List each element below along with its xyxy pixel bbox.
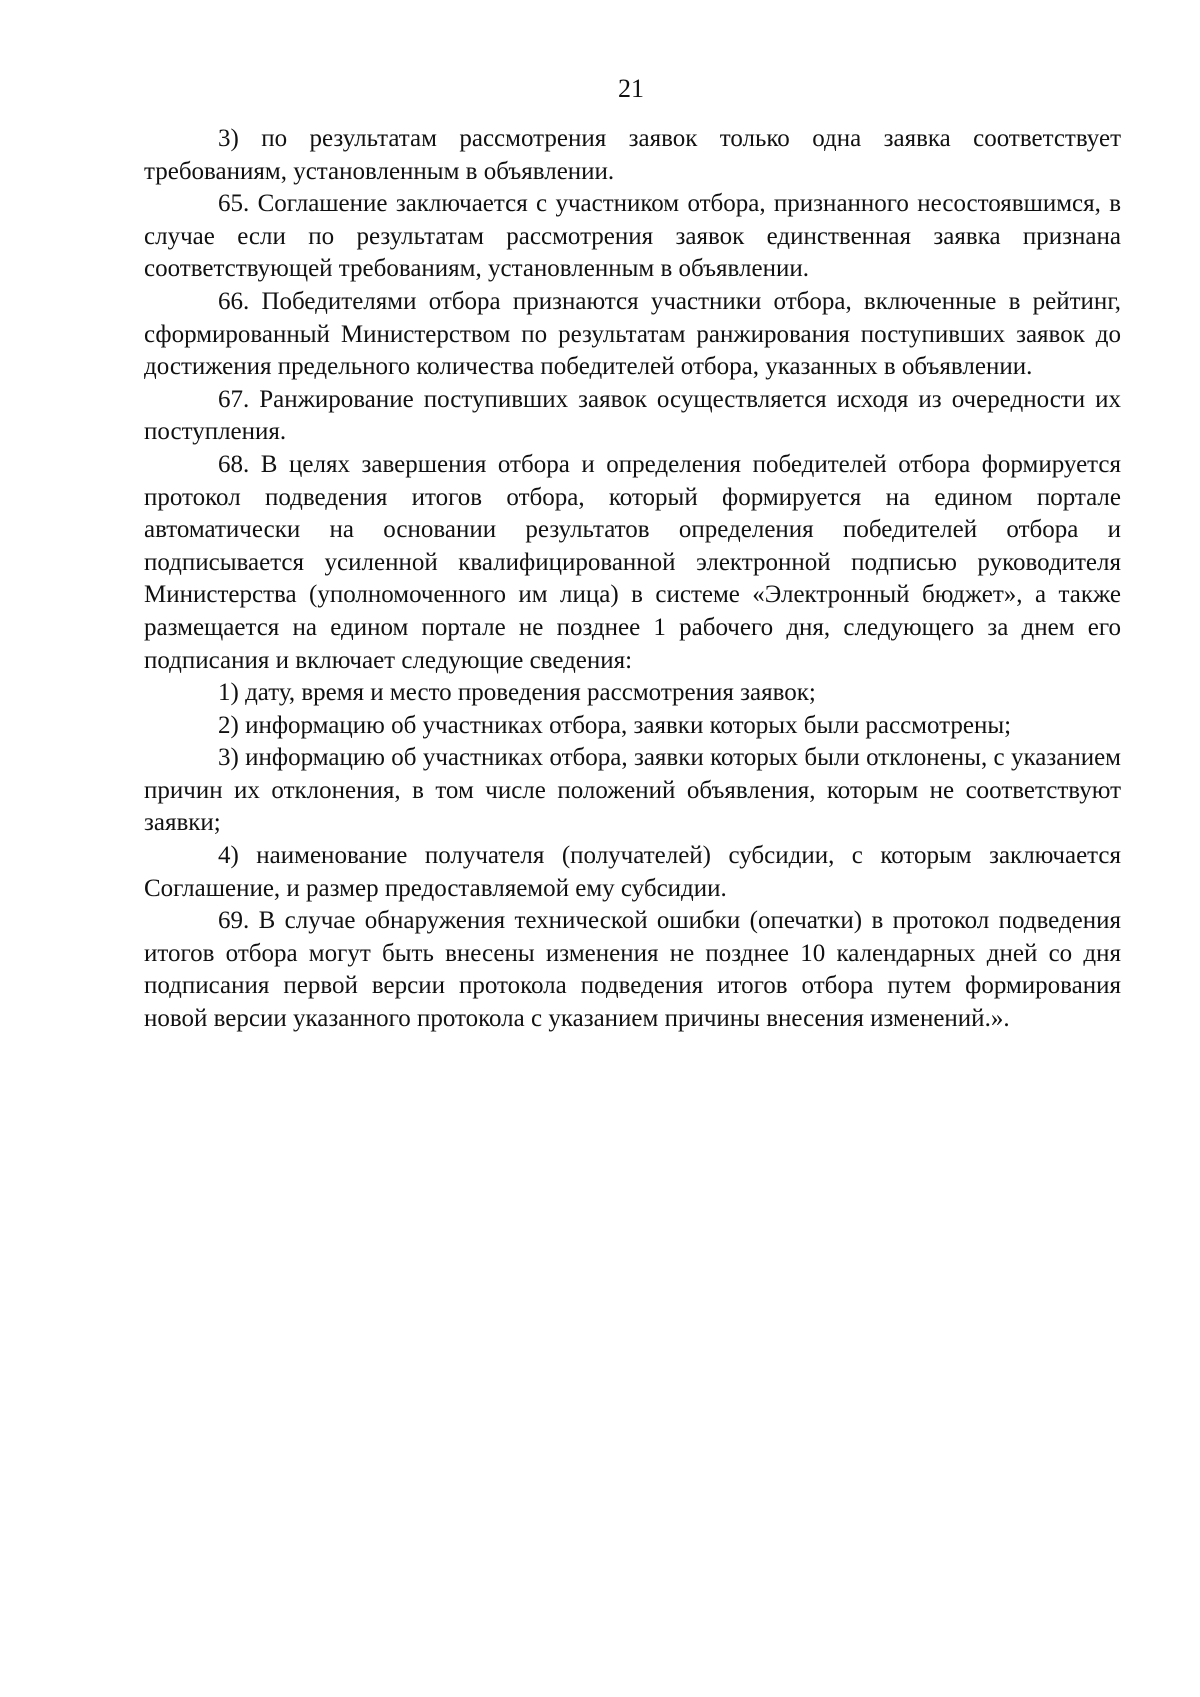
list-item-4-subsidy-recipient: 4) наименование получателя (получателей) субсидии, с которым заключается Соглашение, и размер предоставляемой ему субсидии. (144, 842, 1121, 902)
paragraph-item-3-single-application: 3) по результатам рассмотрения заявок только одна заявка соответствует требованиям, установленным в объявлении. (144, 125, 1121, 185)
paragraph-68-protocol: 68. В целях завершения отбора и определения победителей отбора формируется протокол подведения итогов отбора, который формируется на едином портале автоматически на основании результатов определения победителей отбора и подписывается усиленной квалифицированной электронной подписью руководителя Министерства (уполномоченного им лица) в системе «Электронный бюджет», а также размещается на едином портале не позднее 1 рабочего дня, следующего за днем его подписания и включает следующие сведения: (144, 450, 1121, 674)
list-item-1-date-time-place: 1) дату, время и место проведения рассмотрения заявок; (218, 679, 816, 707)
list-item-3-rejected-participants: 3) информацию об участниках отбора, заявки которых были отклонены, с указанием причин их отклонения, в том числе положений объявления, которым не соответствуют заявки; (144, 744, 1121, 837)
page-number: 21 (618, 74, 644, 103)
paragraph-69-technical-error: 69. В случае обнаружения технической ошибки (опечатки) в протокол подведения итогов отбора могут быть внесены изменения не позднее 10 календарных дней со дня подписания первой версии протокола подведения итогов отбора путем формирования новой версии указанного протокола с указанием причины внесения изменений.». (144, 907, 1121, 1033)
paragraph-66-winners: 66. Победителями отбора признаются участники отбора, включенные в рейтинг, сформированный Министерством по результатам ранжирования поступивших заявок до достижения предельного количества победителей отбора, указанных в объявлении. (144, 287, 1121, 381)
document-body (144, 123, 1121, 1036)
list-item-2-reviewed-participants: 2) информацию об участниках отбора, заявки которых были рассмотрены; (218, 711, 1012, 739)
paragraph-67-ranking: 67. Ранжирование поступивших заявок осуществляется исходя из очередности их поступления. (144, 385, 1121, 446)
paragraph-65-agreement: 65. Соглашение заключается с участником отбора, признанного несостоявшимся, в случае если по результатам рассмотрения заявок единственная заявка признана соответствующей требованиям, установленным в объявлении. (144, 190, 1121, 283)
